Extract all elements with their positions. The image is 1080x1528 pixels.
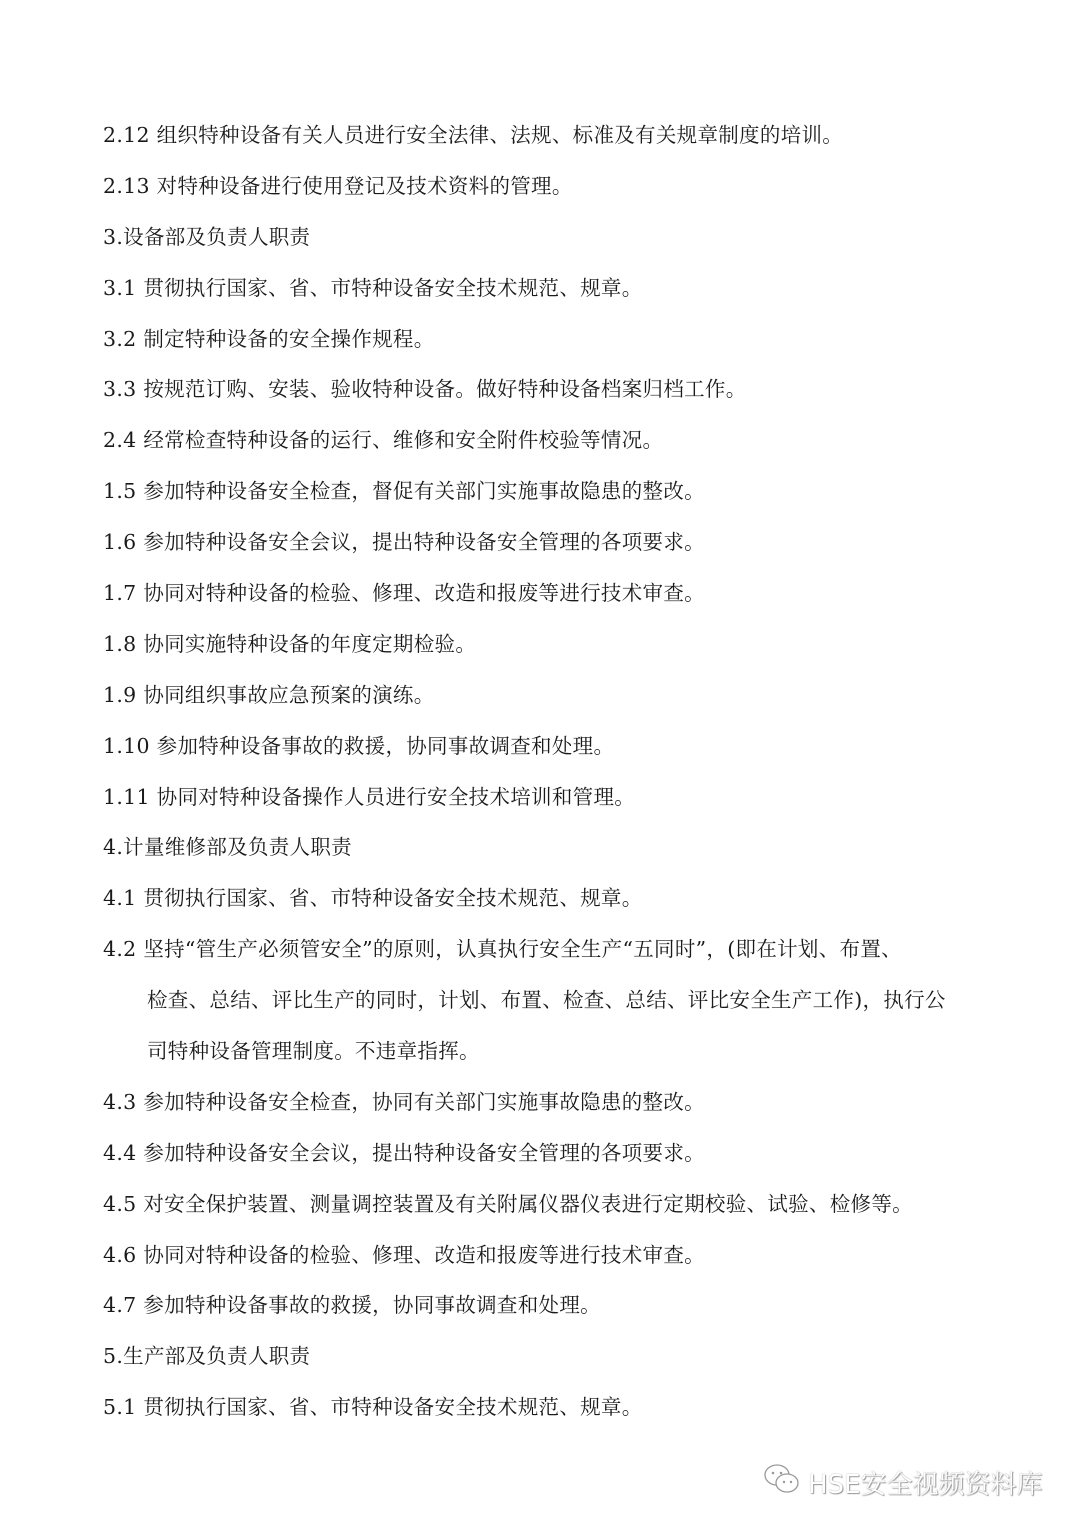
text-line: 2.12 组织特种设备有关人员进行安全法律、法规、标准及有关规章制度的培训。: [103, 123, 844, 147]
text-line: 1.7 协同对特种设备的检验、修理、改造和报废等进行技术审查。: [103, 581, 705, 606]
text-line: 1.5 参加特种设备安全检查，督促有关部门实施事故隐患的整改。: [103, 479, 705, 504]
text-line: 1.9 协同组织事故应急预案的演练。: [103, 682, 435, 707]
paragraph: [103, 1128, 1003, 1179]
text-line: 2.13 对特种设备进行使用登记及技术资料的管理。: [103, 173, 573, 198]
text-line: 3.3 按规范订购、安装、验收特种设备。做好特种设备档案归档工作。: [103, 377, 747, 402]
text-line: 4.6 协同对特种设备的检验、修理、改造和报废等进行技术审查。: [103, 1242, 705, 1267]
paragraph: [103, 670, 1003, 721]
paragraph: [103, 263, 1003, 314]
paragraph: [103, 1230, 1003, 1281]
paragraph: [103, 924, 1003, 1077]
text-line: 1.10 参加特种设备事故的救援，协同事故调查和处理。: [103, 733, 615, 758]
paragraph: [103, 822, 1003, 873]
paragraph: [103, 161, 1003, 212]
paragraph: [103, 1382, 1003, 1433]
paragraph: [103, 873, 1003, 924]
paragraph: [103, 1077, 1003, 1128]
paragraph: [103, 721, 1003, 772]
text-line: 4.2 坚持“管生产必须管安全”的原则，认真执行安全生产“五同时”，(即在计划、布置、: [103, 937, 902, 962]
text-line: 2.4 经常检查特种设备的运行、维修和安全附件校验等情况。: [103, 428, 664, 453]
paragraph: [103, 1280, 1003, 1331]
text-line: 4.5 对安全保护装置、测量调控装置及有关附属仪器仪表进行定期校验、试验、检修等。: [103, 1191, 913, 1216]
text-line: 5.1 贯彻执行国家、省、市特种设备安全技术规范、规章。: [103, 1395, 643, 1420]
wechat-icon: [762, 1462, 802, 1503]
text-line: 3.设备部及负责人职责: [103, 224, 311, 249]
paragraph: [103, 466, 1003, 517]
text-line: 检查、总结、评比生产的同时，计划、布置、检查、总结、评比安全生产工作)，执行公: [147, 988, 946, 1013]
text-line: 4.3 参加特种设备安全检查，协同有关部门实施事故隐患的整改。: [103, 1089, 705, 1114]
paragraph: [103, 568, 1003, 619]
watermark: [762, 1462, 1042, 1503]
paragraph: [103, 1179, 1003, 1230]
paragraph: [103, 619, 1003, 670]
paragraph: [103, 1331, 1003, 1382]
paragraph: [103, 314, 1003, 365]
text-line: 5.生产部及负责人职责: [103, 1344, 311, 1369]
paragraph: [103, 415, 1003, 466]
text-line: 1.11 协同对特种设备操作人员进行安全技术培训和管理。: [103, 784, 636, 809]
paragraph: [103, 517, 1003, 568]
text-line: 1.8 协同实施特种设备的年度定期检验。: [103, 631, 477, 656]
document-body: [103, 110, 1003, 1433]
text-line: 4.计量维修部及负责人职责: [103, 835, 352, 860]
text-line: 1.6 参加特种设备安全会议，提出特种设备安全管理的各项要求。: [103, 530, 705, 555]
text-line: 4.1 贯彻执行国家、省、市特种设备安全技术规范、规章。: [103, 886, 643, 911]
paragraph: [103, 110, 1003, 161]
paragraph: [103, 212, 1003, 263]
text-line: 4.4 参加特种设备安全会议，提出特种设备安全管理的各项要求。: [103, 1140, 705, 1165]
text-line: 3.2 制定特种设备的安全操作规程。: [103, 326, 435, 351]
watermark-text: HSE安全视频资料库: [808, 1470, 1043, 1500]
text-line: 4.7 参加特种设备事故的救援，协同事故调查和处理。: [103, 1293, 601, 1318]
paragraph: [103, 772, 1003, 823]
paragraph: [103, 364, 1003, 415]
text-line: 3.1 贯彻执行国家、省、市特种设备安全技术规范、规章。: [103, 275, 643, 300]
text-line: 司特种设备管理制度。不违章指挥。: [147, 1039, 480, 1064]
